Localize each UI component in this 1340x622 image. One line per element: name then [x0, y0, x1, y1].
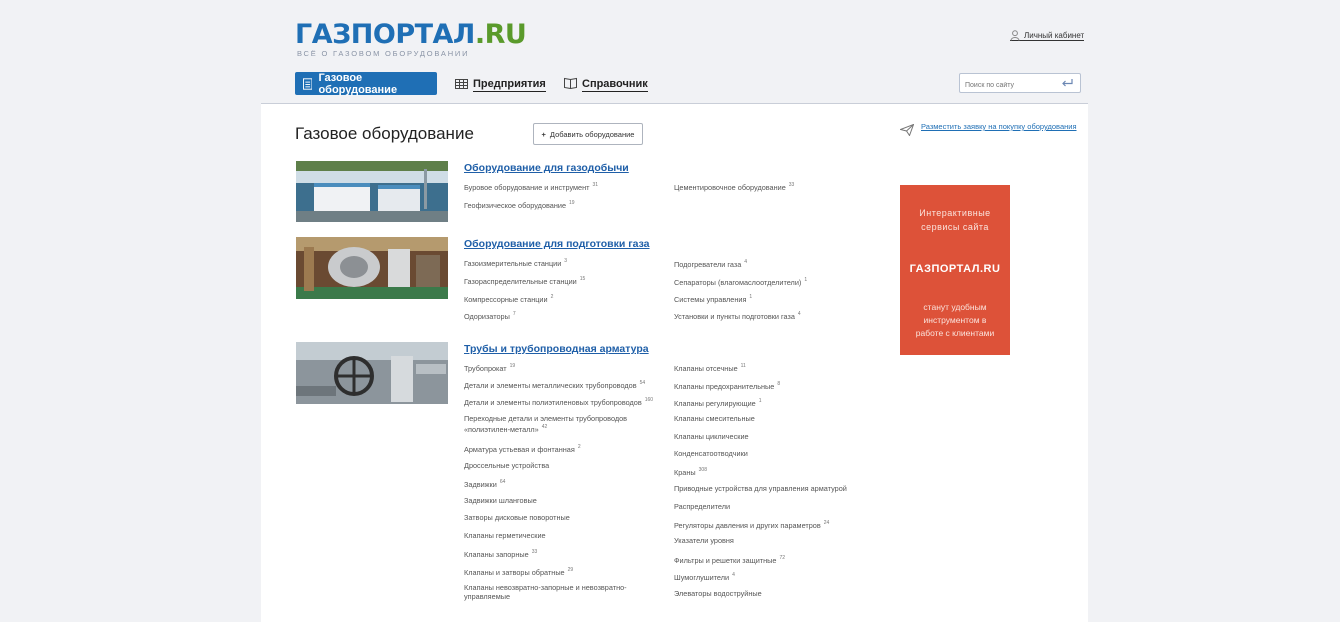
- list-item[interactable]: Клапаны предохранительные $^8$: [674, 381, 781, 391]
- enter-icon[interactable]: [1061, 78, 1073, 88]
- page-title: Газовое оборудование: [295, 124, 474, 143]
- list-item[interactable]: Детали и элементы металлических трубопроводов $^{54}$: [464, 380, 646, 390]
- list-item[interactable]: Переходные детали и элементы трубопроводов «полиэтилен-металл» $^{42}$: [464, 414, 628, 434]
- list-item[interactable]: Системы управления $^1$: [674, 294, 753, 304]
- cabinet-label: Личный кабинет: [1024, 31, 1085, 40]
- site-logo[interactable]: ГАЗПОРТАЛ.RU: [295, 19, 527, 50]
- list-item[interactable]: Задвижки $^{64}$: [464, 479, 506, 489]
- nav-tab-companies[interactable]: Предприятия: [473, 78, 546, 90]
- list-item[interactable]: Затворы дисковые поворотные: [464, 513, 570, 522]
- list-item[interactable]: Буровое оборудование и инструмент $^{31}$: [464, 182, 599, 192]
- add-equipment-label: Добавить оборудование: [549, 129, 635, 139]
- list-item[interactable]: Дроссельные устройства: [464, 461, 550, 470]
- site-tagline: ВСЁ О ГАЗОВОМ ОБОРУДОВАНИИ: [297, 49, 470, 58]
- list-item[interactable]: Клапаны регулирующие $^1$: [674, 398, 762, 408]
- list-item[interactable]: Клапаны невозвратно-запорные и невозвратно- управляемые: [464, 583, 627, 601]
- list-item[interactable]: Шумоглушители $^4$: [674, 572, 735, 582]
- add-equipment-button[interactable]: [533, 123, 643, 145]
- banner-text-top: Интерактивные сервисы сайта: [919, 208, 991, 232]
- list-item[interactable]: Приводные устройства для управления арматурой: [674, 484, 847, 493]
- list-item[interactable]: Геофизическое оборудование $^{19}$: [464, 200, 575, 210]
- list-item[interactable]: Краны $^{308}$: [674, 467, 707, 477]
- list-item[interactable]: Задвижки шланговые: [464, 496, 537, 505]
- list-item[interactable]: Клапаны отсечные $^{11}$: [674, 363, 746, 373]
- list-item[interactable]: Указатели уровня: [674, 536, 734, 545]
- list-item[interactable]: Газоизмерительные станции $^3$: [464, 258, 568, 268]
- list-item[interactable]: Конденсатоотводчики: [674, 449, 748, 458]
- building-icon: [455, 77, 468, 89]
- list-item[interactable]: Клапаны циклические: [674, 432, 749, 441]
- nav-tab-reference[interactable]: Справочник: [582, 78, 648, 90]
- book-icon: [564, 77, 577, 89]
- site-search: [959, 73, 1081, 93]
- list-item[interactable]: Детали и элементы полиэтиленовых трубопроводов $^{160}$: [464, 397, 654, 407]
- place-request-link[interactable]: Разместить заявку на покупку оборудования: [921, 122, 1077, 131]
- list-item[interactable]: Клапаны и затворы обратные $^{29}$: [464, 567, 574, 577]
- plus-icon: +: [541, 129, 546, 139]
- list-item[interactable]: Регуляторы давления и других параметров $^{24}$: [674, 520, 830, 530]
- list-item[interactable]: Клапаны герметические: [464, 531, 546, 540]
- list-item[interactable]: Газораспределительные станции $^{15}$: [464, 276, 586, 286]
- search-input[interactable]: [965, 82, 1060, 89]
- paper-plane-icon: [900, 124, 914, 136]
- category-image-pipes-valves[interactable]: [296, 342, 448, 404]
- list-item[interactable]: Элеваторы водоструйные: [674, 589, 762, 598]
- user-icon: [1010, 30, 1020, 41]
- list-item[interactable]: Сепараторы (влагомаслоотделители) $^1$: [674, 277, 808, 287]
- personal-cabinet-link[interactable]: [1010, 31, 1084, 41]
- list-item[interactable]: Трубопрокат $^{19}$: [464, 363, 516, 373]
- list-item[interactable]: Цементировочное оборудование $^{33}$: [674, 182, 795, 192]
- document-icon: [303, 78, 312, 90]
- banner-text-bottom: станут удобным инструментом в работе с клиентами: [915, 302, 995, 338]
- list-item[interactable]: Клапаны запорные $^{33}$: [464, 549, 538, 559]
- category-title-gas-production[interactable]: Оборудование для газодобычи: [464, 162, 629, 174]
- category-image-gas-preparation[interactable]: [296, 237, 448, 299]
- list-item[interactable]: Одоризаторы $^7$: [464, 311, 516, 321]
- category-title-gas-preparation[interactable]: Оборудование для подготовки газа: [464, 238, 650, 250]
- list-item[interactable]: Клапаны смесительные: [674, 414, 755, 423]
- list-item[interactable]: Арматура устьевая и фонтанная $^2$: [464, 444, 581, 454]
- list-item[interactable]: Подогреватели газа $^4$: [674, 259, 748, 269]
- list-item[interactable]: Установки и пункты подготовки газа $^4$: [674, 311, 801, 321]
- nav-tab-label: Газовое оборудование: [318, 71, 398, 96]
- list-item[interactable]: Компрессорные станции $^2$: [464, 294, 554, 304]
- banner-brand: ГАЗПОРТАЛ.RU: [909, 263, 1001, 275]
- category-image-gas-production[interactable]: [296, 161, 448, 222]
- list-item[interactable]: Фильтры и решетки защитные $^{72}$: [674, 555, 786, 565]
- nav-tab-gas-equipment[interactable]: [295, 72, 437, 95]
- list-item[interactable]: Распределители: [674, 502, 731, 511]
- category-title-pipes-valves[interactable]: Трубы и трубопроводная арматура: [464, 343, 649, 355]
- promo-banner[interactable]: [900, 185, 1010, 355]
